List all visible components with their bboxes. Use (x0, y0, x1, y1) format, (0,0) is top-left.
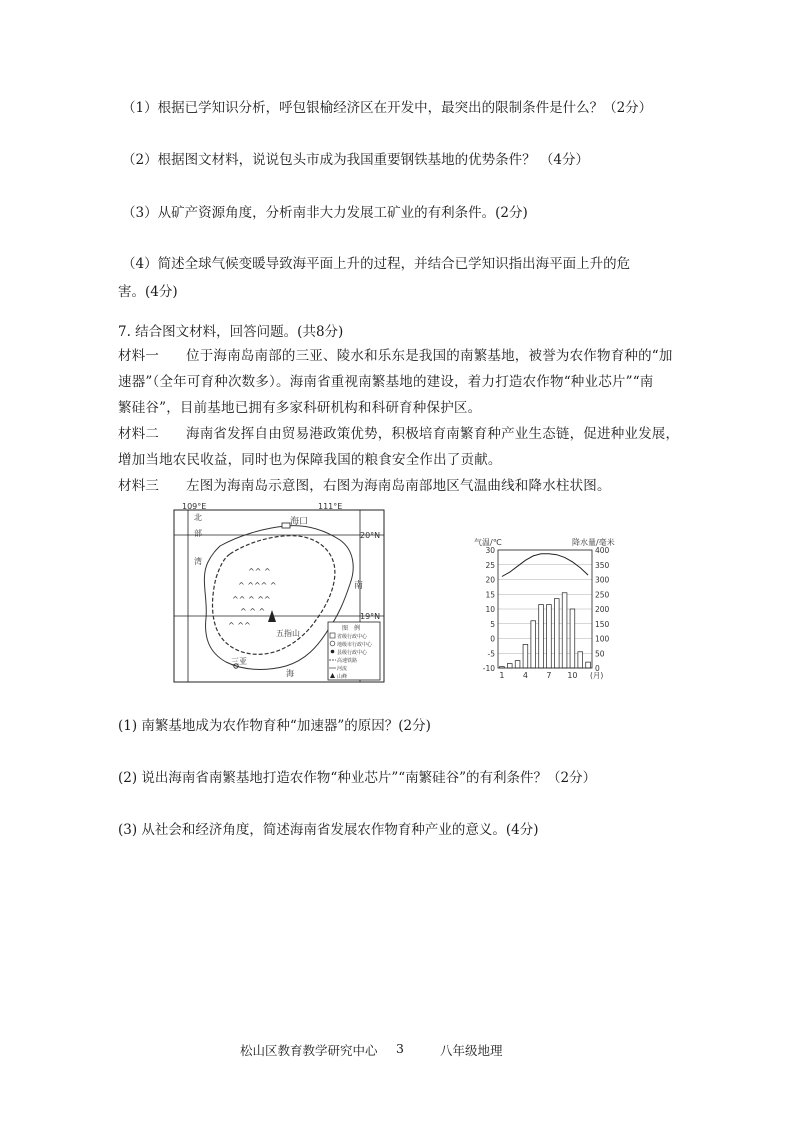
material-3-label: 材料三 (118, 478, 160, 494)
legend-item: 省级行政中心 (337, 634, 368, 640)
precip-bar (578, 652, 583, 668)
material-1-line3: 繁硅谷”，目前基地已拥有多家科研机构和科研育种保护区。 (118, 400, 482, 416)
temp-tick-label: 10 (485, 605, 495, 614)
material-3-line1 (118, 476, 611, 496)
south-sea-label: 南 (354, 581, 364, 591)
legend-item: 高速铁路 (337, 658, 358, 664)
temp-tick-label: 30 (485, 546, 495, 555)
precip-bar (531, 621, 536, 668)
haikou-label: 海口 (290, 517, 309, 527)
precip-bar (515, 661, 520, 668)
month-tick-label: 7 (546, 671, 552, 680)
precip-tick-label: 100 (595, 634, 610, 644)
material-2-label: 材料二 (118, 426, 160, 442)
temp-tick-label: 20 (485, 575, 495, 585)
legend-item: 山峰 (337, 674, 348, 680)
material-1-label: 材料一 (118, 348, 160, 364)
temp-tick-label: 15 (485, 590, 495, 600)
precip-bar (586, 662, 591, 668)
precip-tick-label: 50 (595, 649, 605, 659)
precip-bar (562, 593, 567, 668)
precip-tick-label: 250 (595, 590, 610, 600)
lat2-label: 19°N (360, 612, 381, 621)
hainan-map (168, 502, 386, 688)
precip-bar (539, 605, 544, 668)
precip-axis-title: 降水量/毫米 (572, 538, 615, 547)
precip-bar (507, 664, 512, 668)
beibu-gulf-label-2: 部 (194, 529, 202, 538)
legend-item: 河流 (337, 666, 348, 672)
mountain-icon: ^ ^^ (228, 621, 251, 630)
lon2-label: 111°E (318, 502, 343, 511)
temp-tick-label: 25 (485, 560, 495, 570)
q7-sub2: (2) 说出海南省南繁基地打造农作物“种业芯片”“南繁硅谷”的有利条件？（2分） (118, 770, 597, 786)
precip-tick-label: 200 (595, 605, 610, 614)
beibu-gulf-label-3: 湾 (194, 557, 202, 566)
material-1-text: 位于海南岛南部的三亚、陵水和乐东是我国的南繁基地，被誉为农作物育种的“加 (186, 348, 673, 364)
material-2-line2: 增加当地农民收益，同时也为保障我国的粮食安全作出了贡献。 (118, 452, 502, 468)
month-unit-label: (月) (590, 671, 604, 680)
precip-bar (547, 605, 552, 668)
precip-tick-label: 400 (595, 546, 610, 555)
high-speed-rail (213, 536, 335, 655)
q7-sub3: (3) 从社会和经济角度，简述海南省发展农作物育种产业的意义。(4分) (118, 822, 539, 838)
lat1-label: 20°N (360, 531, 381, 540)
lon1-label: 109°E (182, 502, 207, 511)
footer-org: 松山区教育教学研究中心 (240, 1043, 378, 1058)
temp-tick-label: -5 (487, 649, 495, 659)
precip-bar (523, 644, 528, 668)
temp-tick-label: 0 (490, 634, 495, 644)
temp-axis-title: 气温/℃ (474, 538, 502, 547)
precip-tick-label: 150 (595, 619, 610, 629)
legend-item: 县级行政中心 (337, 650, 368, 656)
month-tick-label: 1 (499, 671, 505, 680)
temperature-curve (502, 554, 588, 577)
legend-title: 图 例 (342, 625, 361, 632)
precip-tick-label: 300 (595, 575, 610, 585)
q6-sub4-line2: 害。(4分) (118, 284, 178, 300)
sea-label-bottom: 海 (286, 669, 294, 678)
month-tick-label: 10 (567, 671, 578, 680)
q6-sub3: （3）从矿产资源角度，分析南非大力发展工矿业的有利条件。(2分) (122, 205, 528, 221)
temp-tick-label: 5 (490, 619, 495, 629)
q6-sub4-line1: （4）简述全球气候变暖导致海平面上升的过程，并结合已学知识指出海平面上升的危 (122, 256, 631, 272)
material-1-line1 (118, 346, 673, 366)
legend-county-icon (331, 650, 335, 654)
precip-bar (570, 609, 575, 668)
mountain-icon: ^ ^ ^ (240, 607, 266, 616)
material-3-text: 左图为海南岛示意图，右图为海南岛南部地区气温曲线和降水柱状图。 (186, 478, 611, 494)
legend-item: 地级市行政中心 (337, 642, 373, 648)
material-1-line2: 速器”（全年可育种次数多）。海南省重视南繁基地的建设，着力打造农作物“种业芯片”“南 (118, 374, 654, 390)
material-2-text: 海南省发挥自由贸易港政策优势，积极培育南繁育种产业生态链，促进种业发展， (186, 426, 680, 442)
precip-bar (554, 599, 559, 668)
climate-chart (474, 538, 614, 684)
mountain-icon: ^^ ^ (248, 567, 271, 576)
wuzhishan-label: 五指山 (276, 629, 300, 638)
temp-tick-label: -10 (482, 664, 495, 673)
precip-tick-label: 350 (595, 560, 610, 570)
mountain-icon: ^ ^^^ ^ (238, 581, 277, 590)
precip-tick-label: 0 (595, 664, 600, 673)
month-tick-label: 4 (522, 671, 528, 680)
beibu-gulf-label-1: 北 (194, 513, 202, 522)
q7-sub1: (1) 南繁基地成为农作物育种“加速器”的原因？(2分) (118, 718, 431, 734)
haikou-marker (282, 523, 290, 528)
material-2-line1 (118, 424, 679, 444)
footer-subject: 八年级地理 (440, 1043, 503, 1058)
q6-sub1: （1）根据已学知识分析，呼包银榆经济区在开发中，最突出的限制条件是什么？（2分） (122, 100, 653, 116)
footer-page-number: 3 (396, 1041, 404, 1056)
q7-title: 7. 结合图文材料，回答问题。(共8分) (118, 324, 344, 340)
q6-sub2: （2）根据图文材料，说说包头市成为我国重要钢铁基地的优势条件？ （4分） (122, 152, 589, 168)
mountain-icon: ^^ ^ ^^ (232, 595, 271, 604)
sanya-label: 三亚 (231, 657, 247, 666)
